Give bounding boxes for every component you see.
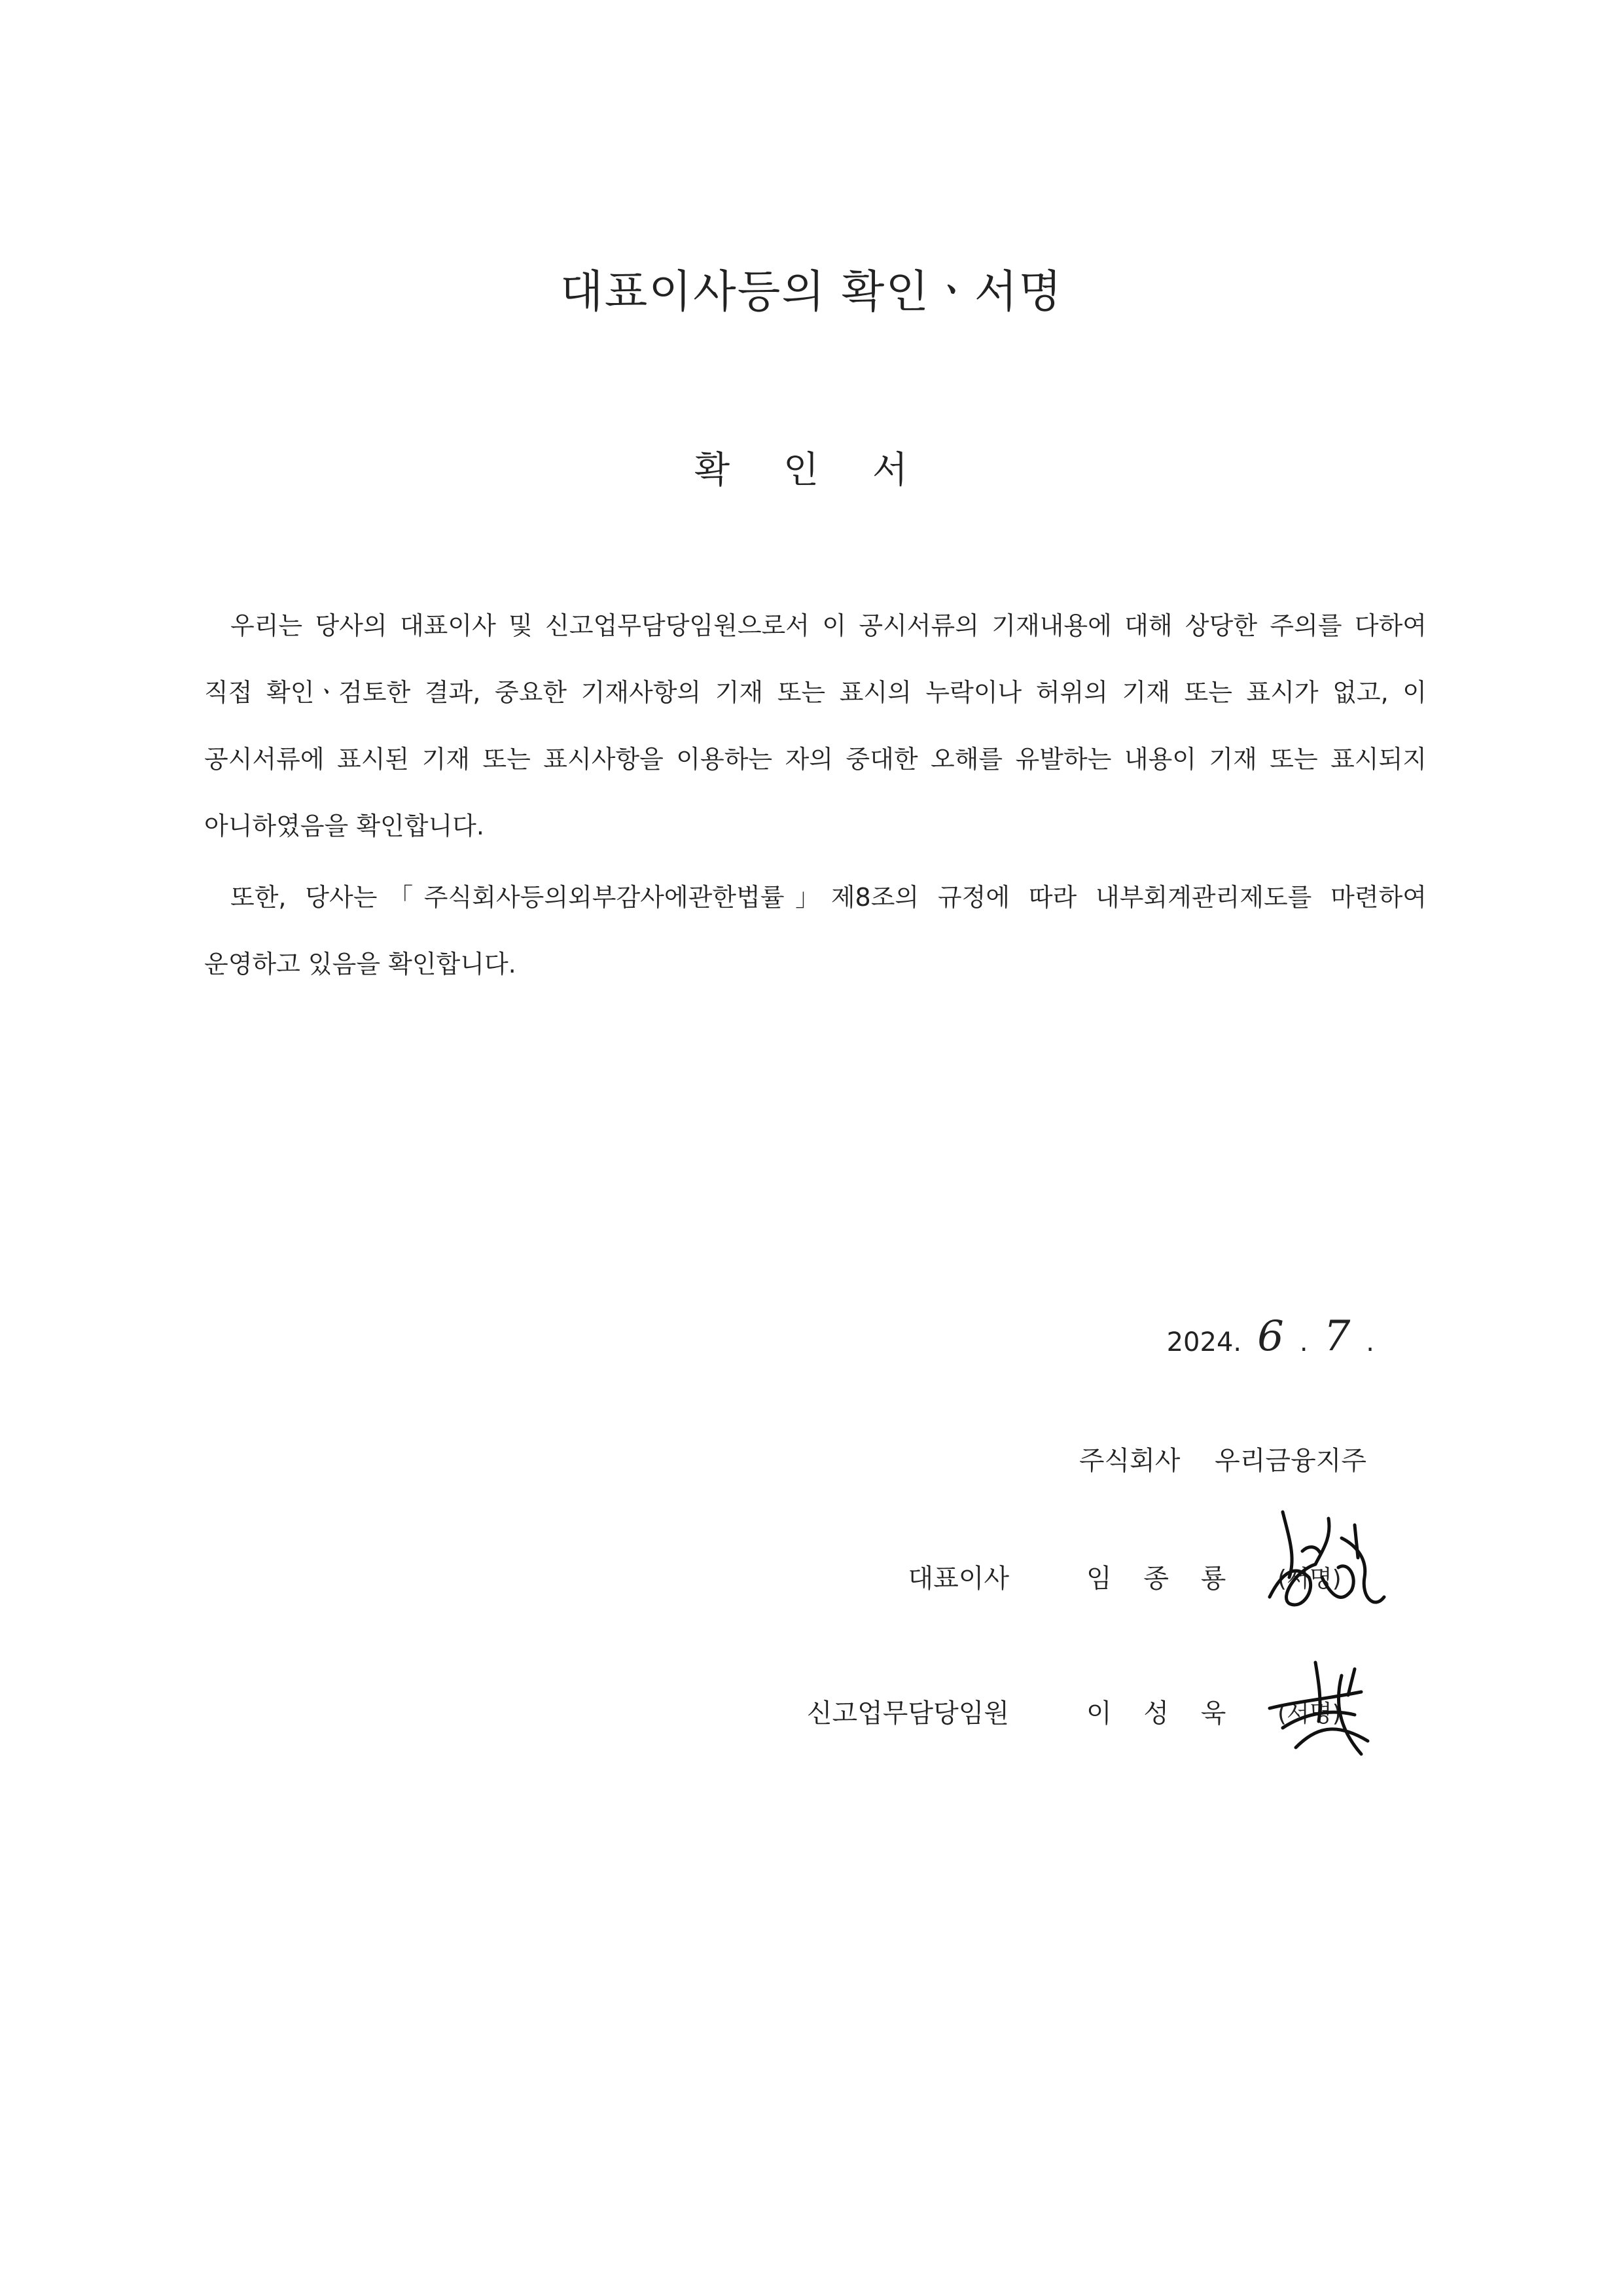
- document-subtitle: 확 인 서: [694, 449, 929, 492]
- ceo-signature-icon: [1243, 1499, 1400, 1630]
- signer-role: 대표이사: [908, 1564, 1009, 1594]
- signer-role: 신고업무담당임원: [806, 1698, 1009, 1729]
- confirmation-paragraph: 우리는 당사의 대표이사 및 신고업무담당임원으로서 이 공시서류의 기재내용에 대해 상당한 주의를 다하여 직접 확인ㆍ검토한 결과, 중요한 기재사항의 기재 또는 표시의 누락이나 허위의 기재 또는 표시가 없고, 이 공시서류에 표시된 기재 또는 표시사항을 이용하는 자의 중대한 오해를 유발하는 내용이 기재 또는 표시되지 아니하였음을 확인합니다.: [204, 611, 1427, 840]
- officer-signature-icon: [1257, 1656, 1387, 1767]
- signature-placeholder: (서명): [1277, 1566, 1342, 1592]
- document-title: 대표이사등의 확인ㆍ서명: [560, 266, 1063, 318]
- internal-control-paragraph: 또한, 당사는「주식회사등의외부감사에관한법률」제8조의 규정에 따라 내부회계관리제도를 마련하여 운영하고 있음을 확인합니다.: [204, 883, 1427, 978]
- date-day-handwritten: 7: [1323, 1312, 1351, 1361]
- date-separator: .: [1299, 1327, 1308, 1357]
- signer-name: 임 종 룡: [1086, 1564, 1238, 1594]
- signer-name: 이 성 욱: [1086, 1698, 1238, 1729]
- company-name: 주식회사 우리금융지주: [1079, 1446, 1366, 1476]
- signing-date: [1166, 1312, 1374, 1361]
- signature-placeholder: (서명): [1277, 1700, 1342, 1727]
- date-month-handwritten: 6: [1257, 1312, 1284, 1361]
- date-end: .: [1366, 1327, 1374, 1357]
- date-year: 2024.: [1166, 1327, 1242, 1357]
